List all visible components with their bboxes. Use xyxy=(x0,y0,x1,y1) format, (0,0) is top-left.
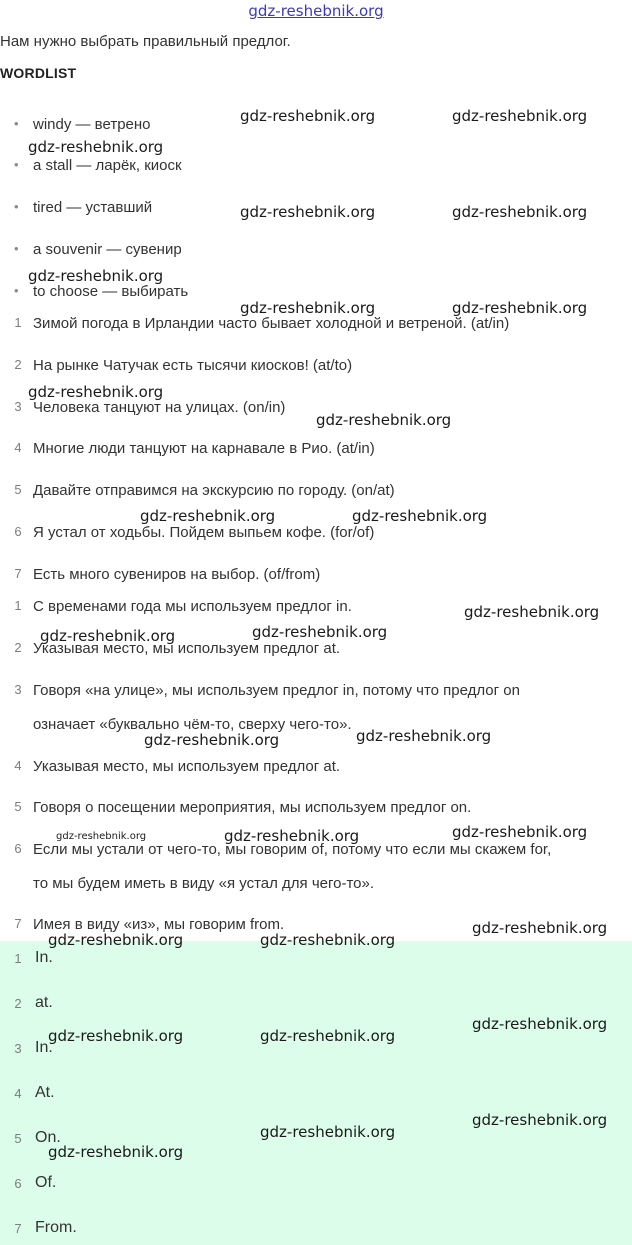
watermark: gdz-reshebnik.org xyxy=(28,267,164,285)
watermark: gdz-reshebnik.org xyxy=(56,831,147,842)
watermark: gdz-reshebnik.org xyxy=(28,138,164,156)
watermark: gdz-reshebnik.org xyxy=(48,931,184,949)
answers-panel: 1 In. 2 at. 3 In. 4 At. 5 On. 6 Of. 7 From. xyxy=(0,941,632,1245)
watermark: gdz-reshebnik.org xyxy=(40,627,176,645)
watermark: gdz-reshebnik.org xyxy=(28,383,164,401)
wordlist-heading: WORDLIST xyxy=(0,65,77,81)
watermark: gdz-reshebnik.org xyxy=(352,507,488,525)
watermark: gdz-reshebnik.org xyxy=(316,411,452,429)
watermark: gdz-reshebnik.org xyxy=(252,623,388,641)
watermark: gdz-reshebnik.org xyxy=(472,919,608,937)
watermark: gdz-reshebnik.org xyxy=(260,931,396,949)
watermark: gdz-reshebnik.org xyxy=(48,1027,184,1045)
watermark: gdz-reshebnik.org xyxy=(260,1123,396,1141)
watermark: gdz-reshebnik.org xyxy=(48,1143,184,1161)
watermark: gdz-reshebnik.org xyxy=(224,827,360,845)
site-link[interactable]: gdz-reshebnik.org xyxy=(248,2,384,20)
watermark: gdz-reshebnik.org xyxy=(452,823,588,841)
watermark: gdz-reshebnik.org xyxy=(260,1027,396,1045)
watermark: gdz-reshebnik.org xyxy=(240,107,376,125)
watermark: gdz-reshebnik.org xyxy=(472,1015,608,1033)
watermark: gdz-reshebnik.org xyxy=(464,603,600,621)
watermark: gdz-reshebnik.org xyxy=(140,507,276,525)
watermark: gdz-reshebnik.org xyxy=(356,727,492,745)
watermark: gdz-reshebnik.org xyxy=(472,1111,608,1129)
watermark: gdz-reshebnik.org xyxy=(240,299,376,317)
watermark: gdz-reshebnik.org xyxy=(452,107,588,125)
watermark: gdz-reshebnik.org xyxy=(452,299,588,317)
intro-text: Нам нужно выбрать правильный предлог. xyxy=(0,33,291,50)
watermark: gdz-reshebnik.org xyxy=(240,203,376,221)
watermark: gdz-reshebnik.org xyxy=(452,203,588,221)
watermark: gdz-reshebnik.org xyxy=(144,731,280,749)
